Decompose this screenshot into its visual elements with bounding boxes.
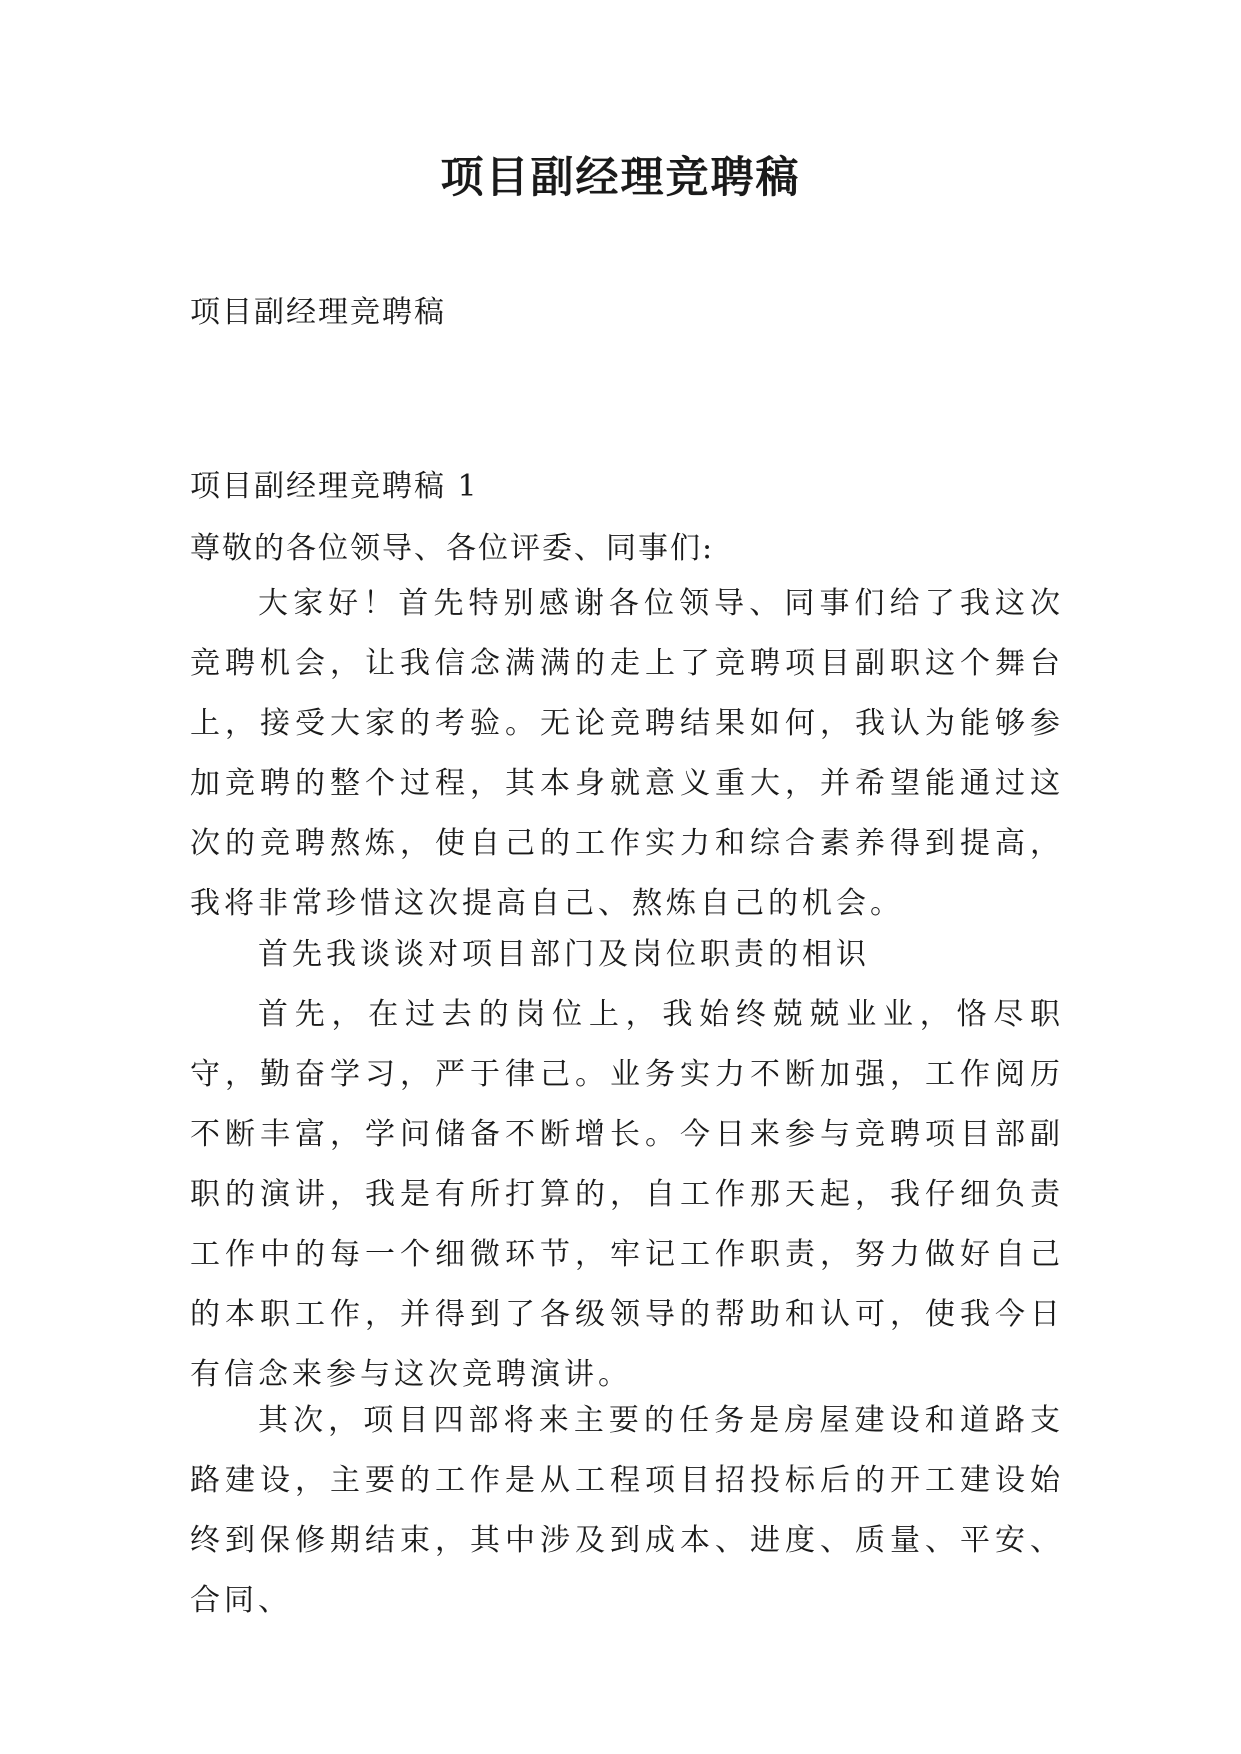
body-paragraph: 首先我谈谈对项目部门及岗位职责的相识 xyxy=(258,937,870,972)
document-title: 项目副经理竞聘稿 xyxy=(440,153,801,203)
document-subtitle: 项目副经理竞聘稿 xyxy=(190,295,446,330)
section-heading: 项目副经理竞聘稿 1 xyxy=(190,469,479,504)
salutation: 尊敬的各位领导、各位评委、同事们: xyxy=(190,531,715,566)
body-paragraph: 首先，在过去的岗位上，我始终兢兢业业，恪尽职守，勤奋学习，严于律己。业务实力不断加强，工作阅历不断丰富，学问储备不断增长。今日来参与竞聘项目部副职的演讲，我是有所打算的，自工作那天起，我仔细负责工作中的每一个细微环节，牢记工作职责，努力做好自己的本职工作，并得到了各级领导的帮助和认可，使我今日有信念来参与这次竞聘演讲。 xyxy=(190,997,1064,1392)
body-paragraph: 其次，项目四部将来主要的任务是房屋建设和道路支路建设，主要的工作是从工程项目招投标后的开工建设始终到保修期结束，其中涉及到成本、进度、质量、平安、合同、 xyxy=(190,1403,1064,1618)
body-paragraph: 大家好！首先特别感谢各位领导、同事们给了我这次竞聘机会，让我信念满满的走上了竞聘项目副职这个舞台上，接受大家的考验。无论竞聘结果如何，我认为能够参加竞聘的整个过程，其本身就意义重大，并希望能通过这次的竞聘熬炼，使自己的工作实力和综合素养得到提高，我将非常珍惜这次提高自己、熬炼自己的机会。 xyxy=(190,586,1064,921)
